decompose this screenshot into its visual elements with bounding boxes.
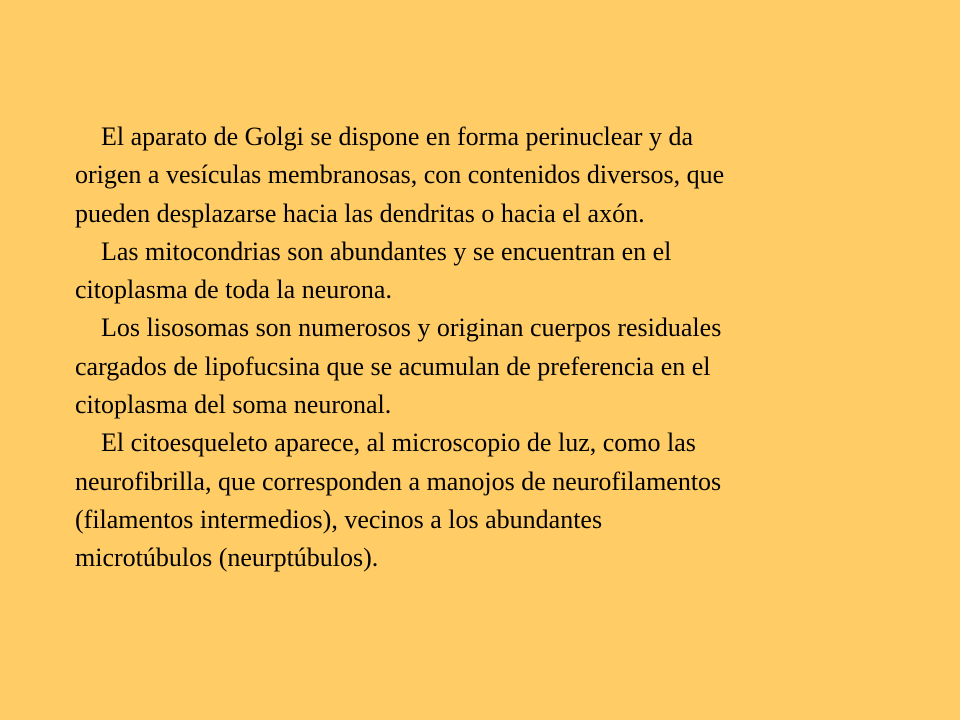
paragraph-mitocondrias: [75, 233, 875, 310]
paragraph-citoesqueleto: [75, 424, 875, 577]
text-line: microtúbulos (neurptúbulos).: [75, 543, 379, 573]
text-line: citoplasma del soma neuronal.: [75, 390, 392, 420]
text-line: origen a vesículas membranosas, con contenidos diversos, que: [75, 160, 725, 190]
text-line: Los lisosomas son numerosos y originan cuerpos residuales: [101, 313, 722, 343]
text-line: Las mitocondrias son abundantes y se encuentran en el: [101, 236, 672, 266]
paragraph-lisosomas: [75, 309, 875, 424]
paragraph-golgi: [75, 118, 875, 233]
body-text: [75, 118, 875, 578]
text-line: cargados de lipofucsina que se acumulan de preferencia en el: [75, 351, 711, 381]
text-line: El citoesqueleto aparece, al microscopio de luz, como las: [101, 428, 696, 458]
text-line: (filamentos intermedios), vecinos a los abundantes: [75, 504, 603, 534]
text-line: El aparato de Golgi se dispone en forma perinuclear y da: [101, 122, 693, 151]
text-line: citoplasma de toda la neurona.: [75, 275, 392, 305]
text-line: pueden desplazarse hacia las dendritas o hacia el axón.: [75, 198, 645, 228]
text-line: neurofibrilla, que corresponden a manojos de neurofilamentos: [75, 466, 722, 496]
